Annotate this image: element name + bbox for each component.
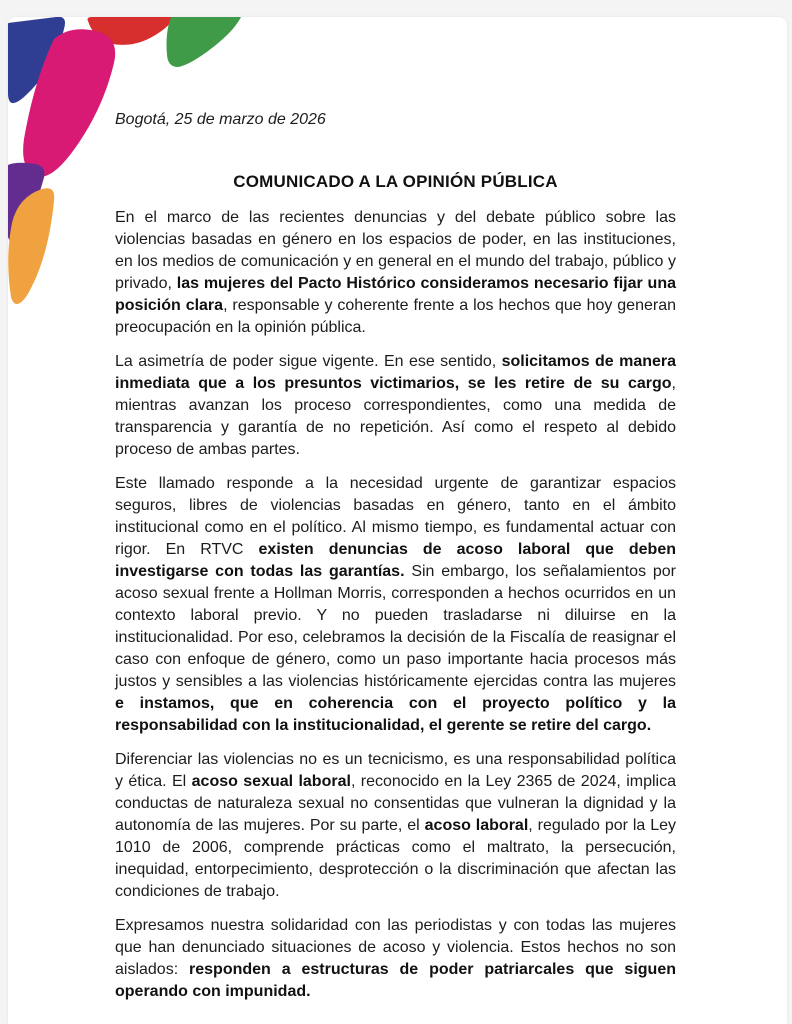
- bold-text-segment: solicitamos de manera inmediata que a los presuntos victimarios, se les retire de su cargo: [115, 353, 677, 392]
- body-paragraph: [115, 473, 676, 737]
- bold-text-segment: acoso laboral: [424, 817, 529, 834]
- body-paragraph: [115, 207, 676, 339]
- bold-text-segment: responden a estructuras de poder patriarcales que siguen operando con impunidad.: [115, 961, 676, 1000]
- date-line: Bogotá, 25 de marzo de 2026: [115, 111, 326, 128]
- text-segment: Sin embargo, los señalamientos por acoso sexual frente a Hollman Morris, corresponden a hechos ocurridos en un contexto laboral previo. Y no pueden trasladarse ni diluirse en la institucionalidad. Por eso, celebramos la decisión de la Fiscalía de reasignar el caso con enfoque de género, como un paso importante hacia procesos más justos y sensibles a las violencias históricamente ejercidas contra las mujeres: [115, 563, 676, 690]
- text-segment: La asimetría de poder sigue vigente. En ese sentido,: [115, 353, 502, 370]
- text-segment: Expresamos nuestra solidaridad con las periodistas y con todas las mujeres que han denunciado situaciones de acoso y violencia. Estos hechos no son aislados:: [115, 917, 676, 978]
- letter-content: [115, 17, 676, 1003]
- text-segment: Diferenciar las violencias no es un tecnicismo, es una responsabilidad política y ética. El: [115, 751, 676, 790]
- page-title: COMUNICADO A LA OPINIÓN PÚBLICA: [233, 172, 558, 191]
- text-segment: En el marco de las recientes denuncias y del debate público sobre las violencias basadas en género en los espacios de poder, en las instituciones, en los medios de comunicación y en general en el mundo del trabajo, público y privado,: [115, 209, 676, 292]
- bold-text-segment: e instamos, que en coherencia con el proyecto político y la responsabilidad con la institucionalidad, el gerente se retire del cargo.: [115, 695, 676, 734]
- text-segment: , regulado por la Ley 1010 de 2006, comprende prácticas como el maltrato, la persecución, inequidad, entorpecimiento, desprotección o la discriminación que afectan las condiciones de trabajo.: [115, 817, 677, 900]
- bold-text-segment: existen denuncias de acoso laboral que deben investigarse con todas las garantías.: [115, 541, 676, 580]
- bold-text-segment: acoso sexual laboral: [191, 773, 351, 790]
- text-segment: Este llamado responde a la necesidad urgente de garantizar espacios seguros, libres de violencias basadas en género, tanto en el ámbito institucional como en el político. Al mismo tiempo, es fundamental actuar con rigor. En RTVC: [115, 475, 676, 558]
- text-segment: , reconocido en la Ley 2365 de 2024, implica conductas de naturaleza sexual no consentidas que vulneran la dignidad y la autonomía de las mujeres. Por su parte, el: [115, 773, 677, 834]
- text-segment: , responsable y coherente frente a los hechos que hoy generan preocupación en la opinión pública.: [115, 297, 676, 336]
- document-page: [8, 17, 787, 1024]
- body-paragraphs: [115, 207, 676, 1003]
- body-paragraph: [115, 915, 676, 1003]
- body-paragraph: [115, 351, 676, 461]
- bold-text-segment: las mujeres del Pacto Histórico consideramos necesario fijar una posición clara: [115, 275, 676, 314]
- body-paragraph: [115, 749, 676, 903]
- text-segment: , mientras avanzan los proceso correspondientes, como una medida de transparencia y garantía de no repetición. Así como el respeto al debido proceso de ambas partes.: [115, 375, 676, 458]
